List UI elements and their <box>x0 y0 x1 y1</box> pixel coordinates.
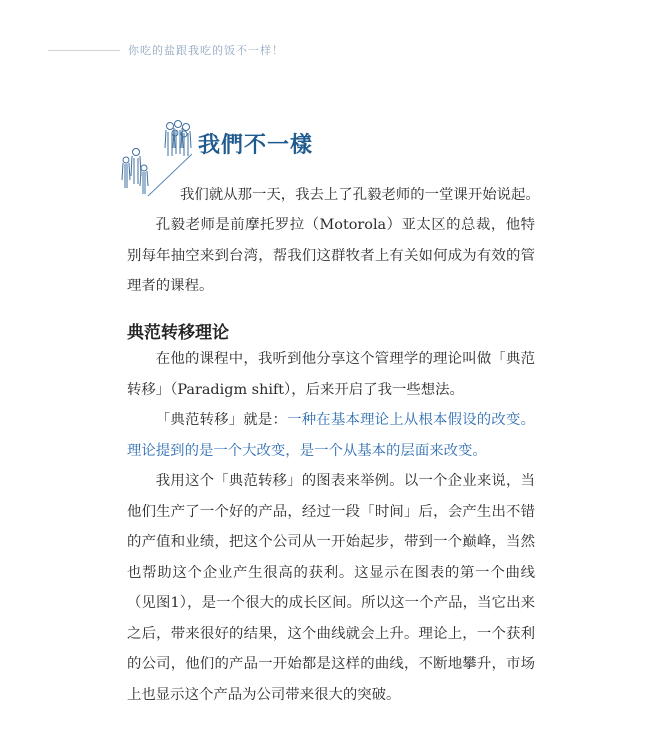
definition-highlight: 一种在基本理论上从根本假设的改变。理论提到的是一个大改变，是一个从基本的层面来改变。 <box>127 412 535 459</box>
paragraph-paradigm-intro: 在他的课程中，我听到他分享这个管理学的理论叫做「典范转移」（Paradigm shift），后来开启了我一些想法。 <box>127 351 535 398</box>
section-title: 典范转移理论 <box>127 323 229 343</box>
paragraph-intro: 我们就从那一天，我去上了孔毅老师的一堂课开始说起。 <box>180 187 540 203</box>
paragraph-definition <box>127 405 535 466</box>
section-body <box>127 344 535 710</box>
chapter-title: 我們不一樣 <box>198 133 314 158</box>
header-rule <box>48 50 120 51</box>
paragraph-example: 我用这个「典范转移」的图表来举例。以一个企业来说，当他们生产了一个好的产品，经过一段「时间」后，会产生出不错的产值和业绩，把这个公司从一开始起步，带到一个巅峰，当然也帮助这个企业产生很高的获利。这显示在图表的第一个曲线（见图1），是一个很大的成长区间。所以这一个产品，当它出来之后，带来很好的结果，这个曲线就会上升。理论上，一个获利的公司，他们的产品一开始都是这样的曲线，不断地攀升，市场上也显示这个产品为公司带来很大的突破。 <box>127 473 535 703</box>
running-header: 你吃的盐跟我吃的饭不一样！ <box>128 44 284 57</box>
paragraph-block-1 <box>127 210 535 302</box>
definition-prefix: 「典范转移」就是： <box>155 412 288 428</box>
paragraph-kong-yi: 孔毅老师是前摩托罗拉（Motorola）亚太区的总裁，他特别每年抽空来到台湾，帮我们这群牧者上有关如何成为有效的管理者的课程。 <box>127 217 535 294</box>
